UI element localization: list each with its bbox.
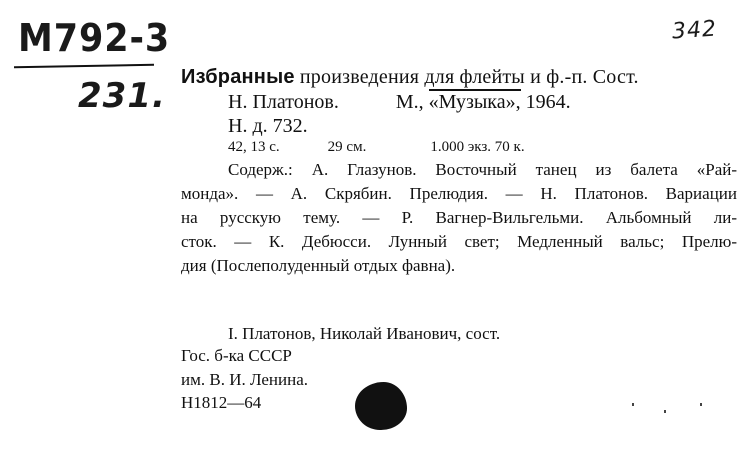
height: 29 см. [327,139,367,155]
title-line [181,66,639,89]
library-record-number: Н1812—64 [181,393,262,412]
punch-mark [700,403,702,406]
publication-year: 1964. [520,91,571,113]
punch-mark [632,403,634,406]
ink-blot [355,382,407,430]
inventory-number: 342 [671,16,718,45]
library-name-line-2: им. В. И. Ленина. [181,370,309,389]
punch-mark [664,410,666,413]
contents-line: монда». — А. Скрябин. Прелюдия. — Н. Платонов. Вариации [181,184,737,203]
print-run: 1.000 экз. 70 к. [430,139,525,155]
contents-line: Содерж.: А. Глазунов. Восточный танец из балета «Рай- [228,160,737,179]
publisher: «Музыка», [428,91,521,113]
title-rest: произведения для флейты и ф.-п. Сост. [294,66,639,88]
pages: 42, 13 с. [228,139,280,155]
compiler: Н. Платонов. [228,91,339,113]
contents-line: дия (Послеполуденный отдых фавна). [181,256,456,275]
shelf-mark: М792-3 [18,16,171,60]
added-entry: I. Платонов, Николай Иванович, сост. [228,324,501,343]
physical-description [228,139,525,156]
publication-city: М., [395,91,429,113]
contents-line: на русскую тему. — Р. Вагнер-Вильгельми. Альбомный ли- [181,208,737,227]
imprint-line [228,91,571,114]
cutter-number: 231. [78,76,166,116]
library-name: Гос. б-ка СССР [181,346,292,365]
contents-note [181,158,737,278]
shelf-mark-underline [14,64,154,68]
plate-number: Н. д. 732. [228,115,308,137]
contents-line: сток. — К. Дебюсси. Лунный свет; Медленный вальс; Прелю- [181,232,737,251]
title-lead: Избранные [181,66,295,88]
